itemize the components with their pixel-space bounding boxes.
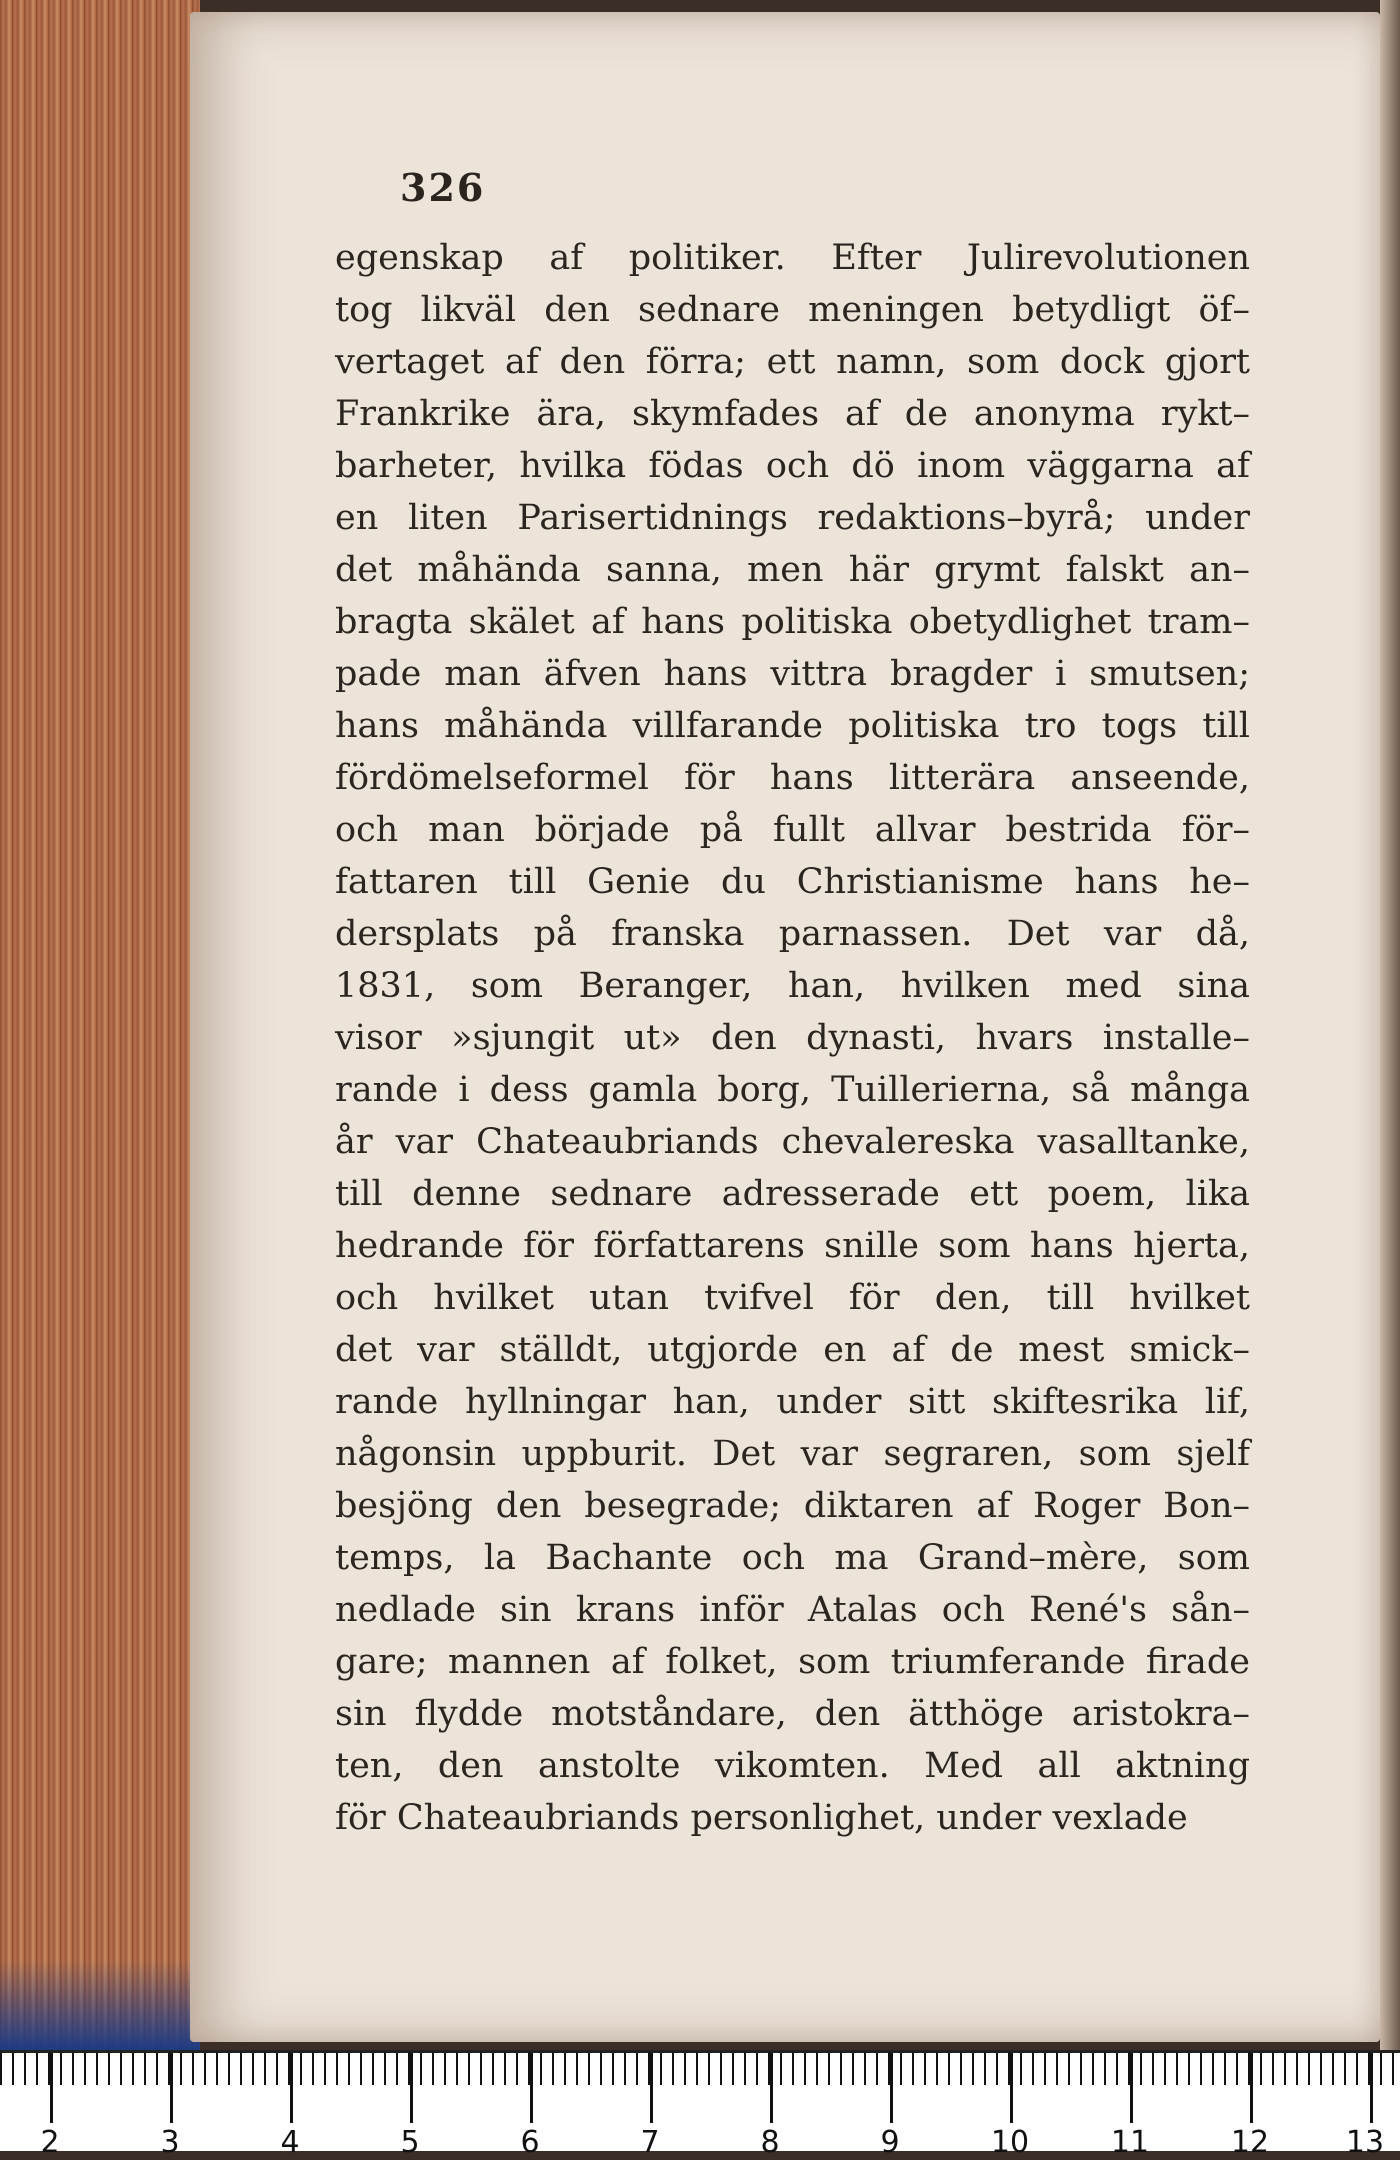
- text-line: nedlade sin krans inför Atalas och René's sån–: [335, 1590, 1250, 1630]
- ruler-major-tick: [1250, 2053, 1253, 2123]
- text-line: vertaget af den förra; ett namn, som dock gjort: [335, 342, 1250, 382]
- ruler-major-tick: [1370, 2053, 1373, 2123]
- ruler-major-tick: [890, 2053, 893, 2123]
- text-line: sin flydde motståndare, den ätthöge aristokra–: [335, 1694, 1250, 1734]
- text-line: ten, den anstolte vikomten. Med all aktning: [335, 1746, 1250, 1786]
- text-line: hedrande för författarens snille som hans hjerta,: [335, 1226, 1250, 1266]
- text-line: någonsin uppburit. Det var segraren, som sjelf: [335, 1434, 1250, 1474]
- ruler-major-tick: [650, 2053, 653, 2123]
- text-line: temps, la Bachante och ma Grand–mère, som: [335, 1538, 1250, 1578]
- ruler-major-tick: [170, 2053, 173, 2123]
- text-line: 1831, som Beranger, han, hvilken med sina: [335, 966, 1250, 1006]
- ruler-label: 9: [880, 2125, 900, 2160]
- book-cover-edge: [1380, 0, 1400, 2060]
- text-line: besjöng den besegrade; diktaren af Roger Bon–: [335, 1486, 1250, 1526]
- ruler-label: 6: [520, 2125, 540, 2160]
- text-line: det måhända sanna, men här grymt falskt an–: [335, 550, 1250, 590]
- text-line: och man började på fullt allvar bestrida för–: [335, 810, 1250, 850]
- text-line: fattaren till Genie du Christianisme hans he–: [335, 862, 1250, 902]
- text-line: egenskap af politiker. Efter Julirevolutionen: [335, 238, 1250, 278]
- ruler-major-tick: [530, 2053, 533, 2123]
- text-line: barheter, hvilka födas och dö inom väggarna af: [335, 446, 1250, 486]
- measurement-ruler: [0, 2050, 1400, 2160]
- text-line: år var Chateaubriands chevalereska vasalltanke,: [335, 1122, 1250, 1162]
- ruler-major-tick: [290, 2053, 293, 2123]
- text-line: rande hyllningar han, under sitt skiftesrika lif,: [335, 1382, 1250, 1422]
- text-line: till denne sednare adresserade ett poem, lika: [335, 1174, 1250, 1214]
- page-number: 326: [400, 165, 486, 210]
- text-line: rande i dess gamla borg, Tuillerierna, så många: [335, 1070, 1250, 1110]
- ruler-label: 5: [400, 2125, 420, 2160]
- ruler-minor-ticks: [0, 2053, 1400, 2085]
- ruler-label: 7: [640, 2125, 660, 2160]
- text-line: pade man äfven hans vittra bragder i smutsen;: [335, 654, 1250, 694]
- ruler-major-tick: [50, 2053, 53, 2123]
- text-line: visor »sjungit ut» den dynasti, hvars installe–: [335, 1018, 1250, 1058]
- text-line: för Chateaubriands personlighet, under vexlade: [335, 1798, 1188, 1838]
- ruler-label: 12: [1230, 2125, 1270, 2160]
- ruler-major-tick: [410, 2053, 413, 2123]
- ruler-label: 11: [1110, 2125, 1150, 2160]
- text-line: en liten Parisertidnings redaktions–byrå; under: [335, 498, 1250, 538]
- text-line: hans måhända villfarande politiska tro togs till: [335, 706, 1250, 746]
- text-line: fördömelseformel för hans litterära anseende,: [335, 758, 1250, 798]
- ruler-major-tick: [770, 2053, 773, 2123]
- text-line: det var ställdt, utgjorde en af de mest smick–: [335, 1330, 1250, 1370]
- ruler-label: 4: [280, 2125, 300, 2160]
- ruler-label: 2: [40, 2125, 60, 2160]
- text-line: gare; mannen af folket, som triumferande firade: [335, 1642, 1250, 1682]
- text-line: tog likväl den sednare meningen betydligt öf–: [335, 290, 1250, 330]
- book-page-edges: [0, 0, 200, 2050]
- ruler-major-tick: [1130, 2053, 1133, 2123]
- ruler-label: 13: [1345, 2125, 1385, 2160]
- ruler-label: 3: [160, 2125, 180, 2160]
- body-text: [335, 232, 1250, 1844]
- ruler-label: 10: [990, 2125, 1030, 2160]
- ruler-major-tick: [1010, 2053, 1013, 2123]
- ruler-label: 8: [760, 2125, 780, 2160]
- text-line: och hvilket utan tvifvel för den, till hvilket: [335, 1278, 1250, 1318]
- text-line: dersplats på franska parnassen. Det var då,: [335, 914, 1250, 954]
- text-line: bragta skälet af hans politiska obetydlighet tram–: [335, 602, 1250, 642]
- text-line: Frankrike ära, skymfades af de anonyma rykt–: [335, 394, 1250, 434]
